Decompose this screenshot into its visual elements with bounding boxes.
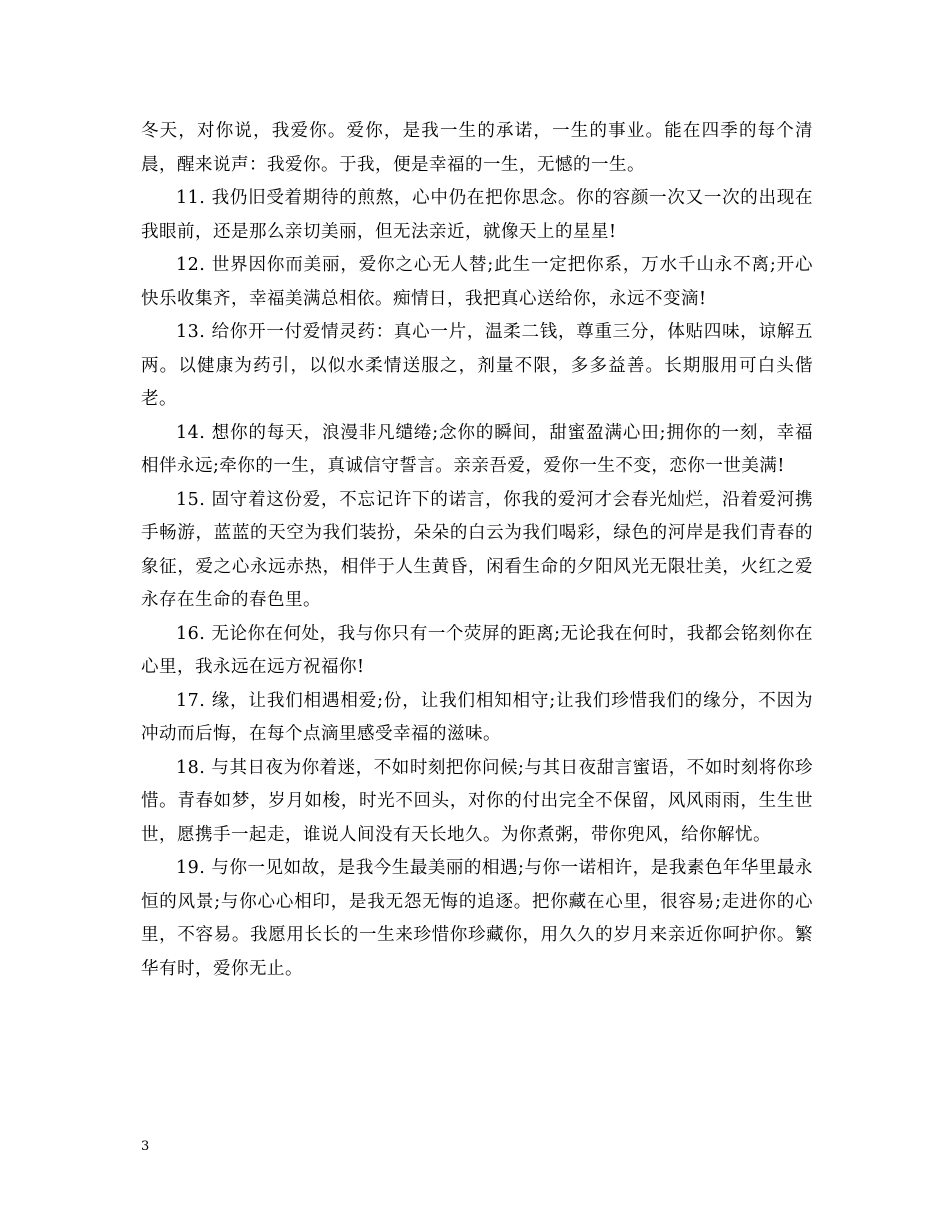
paragraph-12: 12. 世界因你而美丽，爱你之心无人替;此生一定把你系，万水千山永不离;开心快乐收集齐，幸福美满总相依。痴情日，我把真心送给你，永远不变滴! — [141, 255, 813, 309]
paragraph-16: 16. 无论你在何处，我与你只有一个荧屏的距离;无论我在何时，我都会铭刻你在心里，我永远在远方祝福你! — [141, 623, 813, 677]
paragraph-18: 18. 与其日夜为你着迷，不如时刻把你问候;与其日夜甜言蜜语，不如时刻将你珍惜。青春如梦，岁月如梭，时光不回头，对你的付出完全不保留，风风雨雨，生生世世，愿携手一起走，谁说人间没有天长地久。为你煮粥，带你兜风，给你解忧。 — [141, 757, 813, 845]
document-body — [141, 115, 813, 986]
page-number: 3 — [141, 1139, 150, 1154]
paragraph-19: 19. 与你一见如故，是我今生最美丽的相遇;与你一诺相许，是我素色年华里最永恒的风景;与你心心相印，是我无怨无悔的追逐。把你藏在心里，很容易;走进你的心里，不容易。我愿用长长的一生来珍惜你珍藏你，用久久的岁月来亲近你呵护你。繁华有时，爱你无止。 — [141, 858, 813, 979]
paragraph-continued: 冬天，对你说，我爱你。爱你，是我一生的承诺，一生的事业。能在四季的每个清晨，醒来说声：我爱你。于我，便是幸福的一生，无憾的一生。 — [141, 121, 813, 175]
paragraph-13: 13. 给你开一付爱情灵药：真心一片，温柔二钱，尊重三分，体贴四味，谅解五两。以健康为药引，以似水柔情送服之，剂量不限，多多益善。长期服用可白头偕老。 — [141, 322, 813, 409]
paragraph-14: 14. 想你的每天，浪漫非凡缱绻;念你的瞬间，甜蜜盈满心田;拥你的一刻，幸福相伴永远;牵你的一生，真诚信守誓言。亲亲吾爱，爱你一生不变，恋你一世美满! — [141, 422, 813, 476]
paragraph-11: 11. 我仍旧受着期待的煎熬，心中仍在把你思念。你的容颜一次又一次的出现在我眼前，还是那么亲切美丽，但无法亲近，就像天上的星星! — [141, 188, 813, 242]
paragraph-17: 17. 缘，让我们相遇相爱;份，让我们相知相守;让我们珍惜我们的缘分，不因为冲动而后悔，在每个点滴里感受幸福的滋味。 — [141, 690, 813, 744]
paragraph-15: 15. 固守着这份爱，不忘记许下的诺言，你我的爱河才会春光灿烂，沿着爱河携手畅游，蓝蓝的天空为我们装扮，朵朵的白云为我们喝彩，绿色的河岸是我们青春的象征，爱之心永远赤热，相伴于人生黄昏，闲看生命的夕阳风光无限壮美，火红之爱永存在生命的春色里。 — [141, 489, 813, 610]
